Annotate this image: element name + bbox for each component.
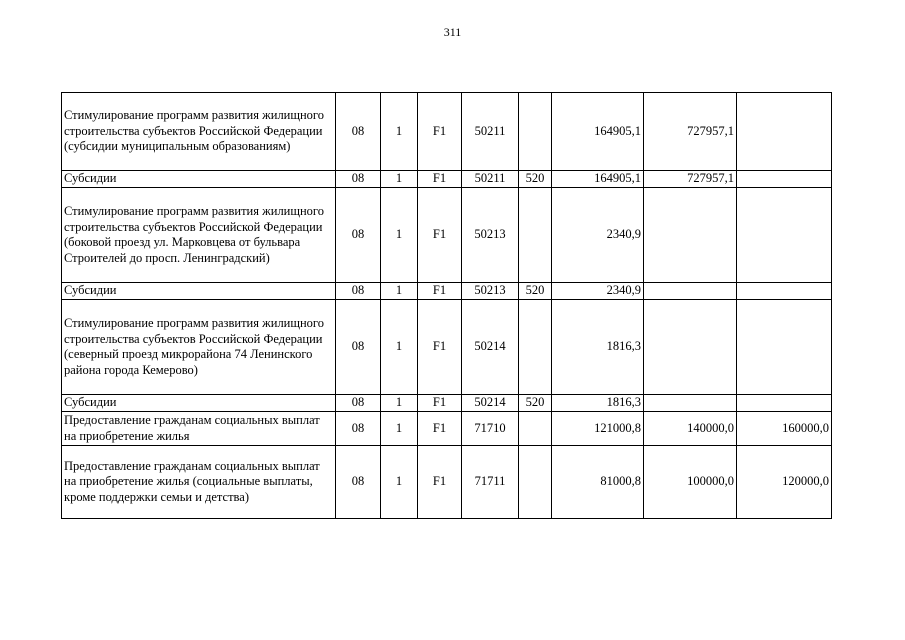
amount-year3-cell: [737, 300, 832, 395]
amount-year1-cell: 2340,9: [552, 188, 644, 283]
amount-year1-cell: 1816,3: [552, 395, 644, 412]
subsection-cell: 1: [381, 412, 418, 446]
target-code-cell: 50211: [462, 93, 519, 171]
expense-type-cell: [519, 300, 552, 395]
project-cell: F1: [418, 171, 462, 188]
amount-year3-cell: [737, 188, 832, 283]
amount-year3-cell: [737, 283, 832, 300]
expense-type-cell: [519, 446, 552, 519]
table-row: [62, 283, 832, 300]
amount-year2-cell: 727957,1: [644, 93, 737, 171]
project-cell: F1: [418, 446, 462, 519]
amount-year2-cell: 140000,0: [644, 412, 737, 446]
project-cell: F1: [418, 395, 462, 412]
subsection-cell: 1: [381, 171, 418, 188]
amount-year2-cell: 727957,1: [644, 171, 737, 188]
target-code-cell: 50214: [462, 300, 519, 395]
section-cell: 08: [336, 188, 381, 283]
row-name-cell: Стимулирование программ развития жилищного строительства субъектов Российской Федерации (боковой проезд ул. Марковцева от бульвара Строителей до просп. Ленинградский): [62, 188, 336, 283]
expense-type-cell: [519, 412, 552, 446]
expense-type-cell: [519, 188, 552, 283]
section-cell: 08: [336, 395, 381, 412]
section-cell: 08: [336, 412, 381, 446]
section-cell: 08: [336, 171, 381, 188]
target-code-cell: 71711: [462, 446, 519, 519]
amount-year2-cell: [644, 300, 737, 395]
row-name-cell: Субсидии: [62, 395, 336, 412]
amount-year3-cell: 160000,0: [737, 412, 832, 446]
subsection-cell: 1: [381, 446, 418, 519]
target-code-cell: 50214: [462, 395, 519, 412]
amount-year2-cell: 100000,0: [644, 446, 737, 519]
row-name-cell: Субсидии: [62, 283, 336, 300]
expense-type-cell: 520: [519, 171, 552, 188]
project-cell: F1: [418, 93, 462, 171]
expense-type-cell: [519, 93, 552, 171]
table-row: [62, 93, 832, 171]
budget-table: [61, 92, 832, 519]
project-cell: F1: [418, 283, 462, 300]
amount-year3-cell: [737, 93, 832, 171]
project-cell: F1: [418, 412, 462, 446]
table-row: [62, 446, 832, 519]
section-cell: 08: [336, 300, 381, 395]
table-row: [62, 188, 832, 283]
target-code-cell: 50213: [462, 283, 519, 300]
project-cell: F1: [418, 300, 462, 395]
subsection-cell: 1: [381, 300, 418, 395]
subsection-cell: 1: [381, 188, 418, 283]
subsection-cell: 1: [381, 93, 418, 171]
amount-year1-cell: 81000,8: [552, 446, 644, 519]
amount-year1-cell: 164905,1: [552, 93, 644, 171]
target-code-cell: 50211: [462, 171, 519, 188]
row-name-cell: Предоставление гражданам социальных выплат на приобретение жилья: [62, 412, 336, 446]
amount-year2-cell: [644, 395, 737, 412]
amount-year1-cell: 1816,3: [552, 300, 644, 395]
section-cell: 08: [336, 446, 381, 519]
amount-year2-cell: [644, 283, 737, 300]
table-row: [62, 395, 832, 412]
expense-type-cell: 520: [519, 283, 552, 300]
row-name-cell: Стимулирование программ развития жилищного строительства субъектов Российской Федерации (субсидии муниципальным образованиям): [62, 93, 336, 171]
target-code-cell: 50213: [462, 188, 519, 283]
target-code-cell: 71710: [462, 412, 519, 446]
subsection-cell: 1: [381, 395, 418, 412]
amount-year1-cell: 2340,9: [552, 283, 644, 300]
section-cell: 08: [336, 283, 381, 300]
page-number: 311: [443, 25, 462, 39]
row-name-cell: Предоставление гражданам социальных выплат на приобретение жилья (социальные выплаты, кроме поддержки семьи и детства): [62, 446, 336, 519]
table-row: [62, 171, 832, 188]
subsection-cell: 1: [381, 283, 418, 300]
row-name-cell: Стимулирование программ развития жилищного строительства субъектов Российской Федерации (северный проезд микрорайона 74 Ленинского района города Кемерово): [62, 300, 336, 395]
expense-type-cell: 520: [519, 395, 552, 412]
project-cell: F1: [418, 188, 462, 283]
row-name-cell: Субсидии: [62, 171, 336, 188]
amount-year3-cell: [737, 395, 832, 412]
amount-year3-cell: [737, 171, 832, 188]
amount-year2-cell: [644, 188, 737, 283]
section-cell: 08: [336, 93, 381, 171]
table-row: [62, 412, 832, 446]
amount-year1-cell: 164905,1: [552, 171, 644, 188]
amount-year3-cell: 120000,0: [737, 446, 832, 519]
table-row: [62, 300, 832, 395]
amount-year1-cell: 121000,8: [552, 412, 644, 446]
